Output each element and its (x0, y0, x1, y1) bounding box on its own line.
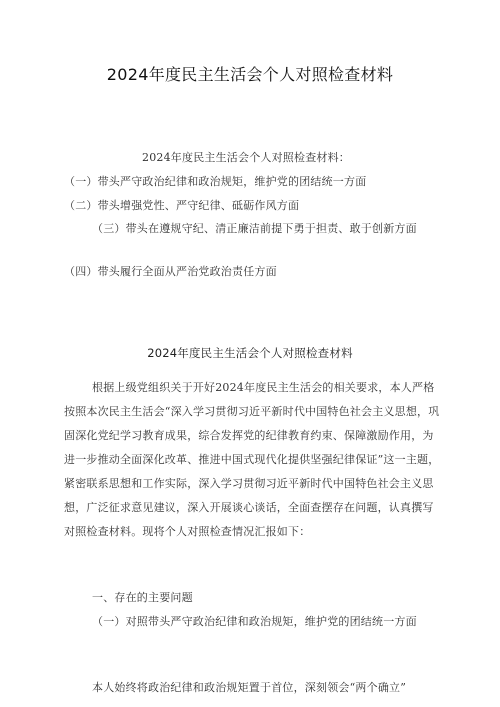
part-heading: 一、存在的主要问题 (92, 591, 193, 604)
body-last-line: 本人始终将政治纪律和政治规矩置于首位，深刻领会“两个确立” (92, 681, 407, 694)
sub-heading: （一）对照带头严守政治纪律和政治规矩，维护党的团结统一方面 (92, 615, 417, 628)
document-title: 2024年度民主生活会个人对照检查材料 (106, 65, 394, 84)
toc-item-2: （二）带头增强党性、严守纪律、砥砺作风方面 (64, 199, 300, 212)
toc-heading: 2024年度民主生活会个人对照检查材料： (142, 151, 350, 164)
intro-paragraph: 根据上级党组织关于开好2024年度民主生活会的相关要求，本人严格按照本次民主生活会“深入学习贯彻习近平新时代中国特色社会主义思想，巩固深化党纪学习教育成果，综合发挥党的纪律教育约束、保障激励作用，为进一步推动全面深化改革、推进中国式现代化提供坚强纪律保证”这一主题，紧密联系思想和工作实际，深入学习贯彻习近平新时代中国特色社会主义思想，广泛征求意见建议，深入开展谈心谈话，全面查摆存在问题，认真撰写对照检查材料。现将个人对照检查情况汇报如下： (64, 381, 440, 538)
toc-item-3: （三）带头在遵规守纪、清正廉洁前提下勇于担责、敢于创新方面 (92, 222, 417, 235)
section-heading: 2024年度民主生活会个人对照检查材料 (147, 346, 353, 360)
toc-item-1: （一）带头严守政治纪律和政治规矩，维护党的团结统一方面 (64, 175, 367, 188)
toc-item-4: （四）带头履行全面从严治党政治责任方面 (64, 265, 277, 278)
